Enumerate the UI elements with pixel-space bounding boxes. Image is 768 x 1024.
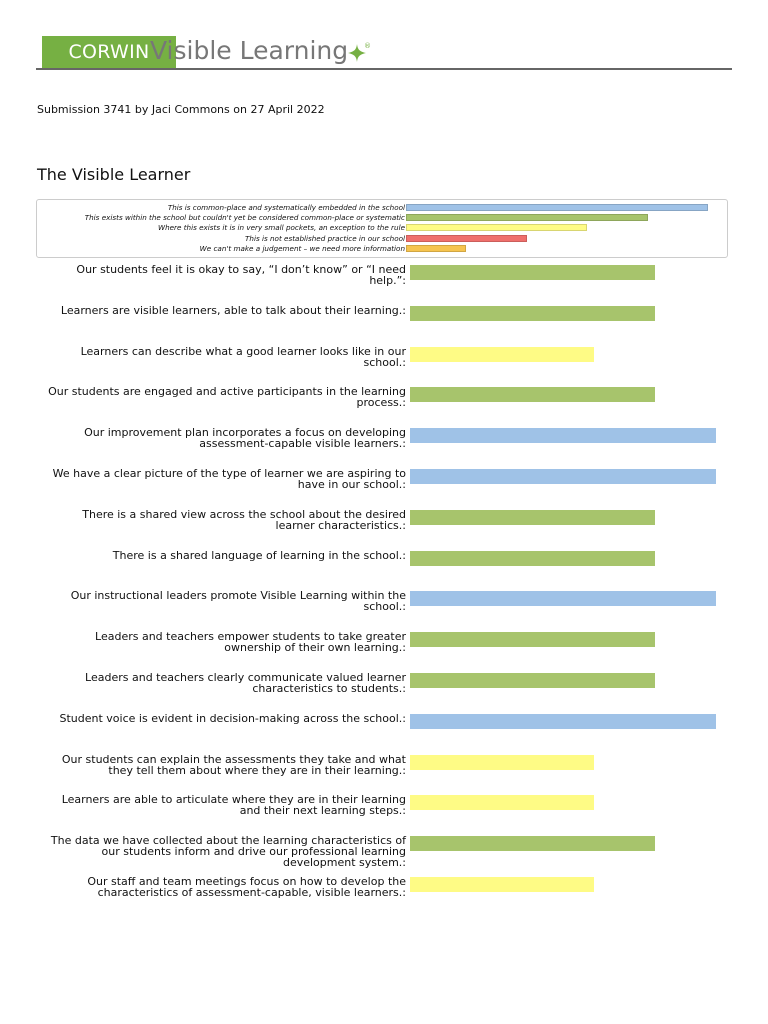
category-label: There is a shared view across the school about the desired learner characteristics.: bbox=[82, 507, 406, 532]
category-label: Our students can explain the assessments they take and what they tell them about where they are in their learning.: bbox=[61, 752, 406, 777]
product-name: Visible Learning bbox=[150, 36, 349, 65]
category-label: Student voice is evident in decision-making across the school.: bbox=[59, 711, 406, 725]
legend-label: This exists within the school but couldn't yet be considered common-place or systematic bbox=[84, 213, 405, 223]
data-bar bbox=[410, 306, 655, 321]
category-label: We have a clear picture of the type of learner we are aspiring to have in our school.: bbox=[52, 467, 406, 491]
legend-bar bbox=[406, 214, 648, 221]
category-label: Learners are able to articulate where they are in their learning and their next learning steps.: bbox=[61, 793, 406, 818]
legend-bar bbox=[406, 204, 708, 211]
category-label: Our improvement plan incorporates a focus on developing assessment-capable visible learners.: bbox=[84, 426, 406, 451]
legend-item bbox=[37, 213, 727, 223]
category-label: The data we have collected about the learning characteristics of our students inform and drive our professional learning development system.: bbox=[50, 834, 406, 870]
data-bar bbox=[410, 591, 716, 606]
data-bar bbox=[410, 755, 594, 770]
category-label: Leaders and teachers clearly communicate valued learner characteristics to students.: bbox=[85, 671, 406, 695]
data-bar bbox=[410, 428, 716, 443]
legend-item bbox=[37, 234, 727, 244]
data-bar bbox=[410, 673, 655, 688]
legend-item bbox=[37, 223, 727, 233]
section-title: The Visible Learner bbox=[37, 165, 191, 184]
legend-bar bbox=[406, 235, 527, 242]
category-label: Leaders and teachers empower students to take greater ownership of their own learning.: bbox=[95, 630, 406, 655]
submission-info: Submission 3741 by Jaci Commons on 27 April 2022 bbox=[37, 103, 325, 116]
header bbox=[36, 34, 732, 70]
category-label: Our instructional leaders promote Visible Learning within the school.: bbox=[70, 589, 406, 614]
category-label: Our staff and team meetings focus on how to develop the characteristics of assessment-capable, visible learners.: bbox=[87, 875, 406, 899]
category-label: There is a shared language of learning in the school.: bbox=[112, 548, 406, 562]
data-bar bbox=[410, 877, 594, 892]
legend-item bbox=[37, 244, 727, 254]
category-label: Learners are visible learners, able to talk about their learning.: bbox=[60, 303, 406, 317]
plus-icon bbox=[344, 40, 370, 66]
data-bar bbox=[410, 551, 655, 566]
data-bar bbox=[410, 469, 716, 484]
legend-label: This is common-place and systematically embedded in the school bbox=[167, 203, 405, 212]
data-bar bbox=[410, 714, 716, 729]
chart-legend bbox=[36, 199, 728, 258]
data-bar bbox=[410, 510, 655, 525]
data-bar bbox=[410, 347, 594, 362]
category-label: Our students are engaged and active participants in the learning process.: bbox=[48, 385, 406, 410]
legend-label: This is not established practice in our school bbox=[245, 233, 405, 243]
svg-text:®: ® bbox=[364, 42, 371, 50]
legend-label: Where this exists it is in very small pockets, an exception to the rule bbox=[157, 223, 405, 233]
category-label: Learners can describe what a good learner looks like in our school.: bbox=[80, 344, 406, 369]
data-bar bbox=[410, 632, 655, 647]
category-label: Our students feel it is okay to say, “I don’t know” or “I need help.”: bbox=[76, 263, 406, 287]
data-bar bbox=[410, 387, 655, 402]
legend-item bbox=[37, 203, 727, 213]
legend-bar bbox=[406, 224, 587, 231]
legend-label: We can't make a judgement – we need more information bbox=[199, 243, 405, 253]
data-bar bbox=[410, 836, 655, 851]
corwin-logo: CORWIN bbox=[42, 36, 176, 68]
data-bar bbox=[410, 795, 594, 810]
header-divider bbox=[36, 68, 732, 70]
legend-bar bbox=[406, 245, 466, 252]
data-bar bbox=[410, 265, 655, 280]
